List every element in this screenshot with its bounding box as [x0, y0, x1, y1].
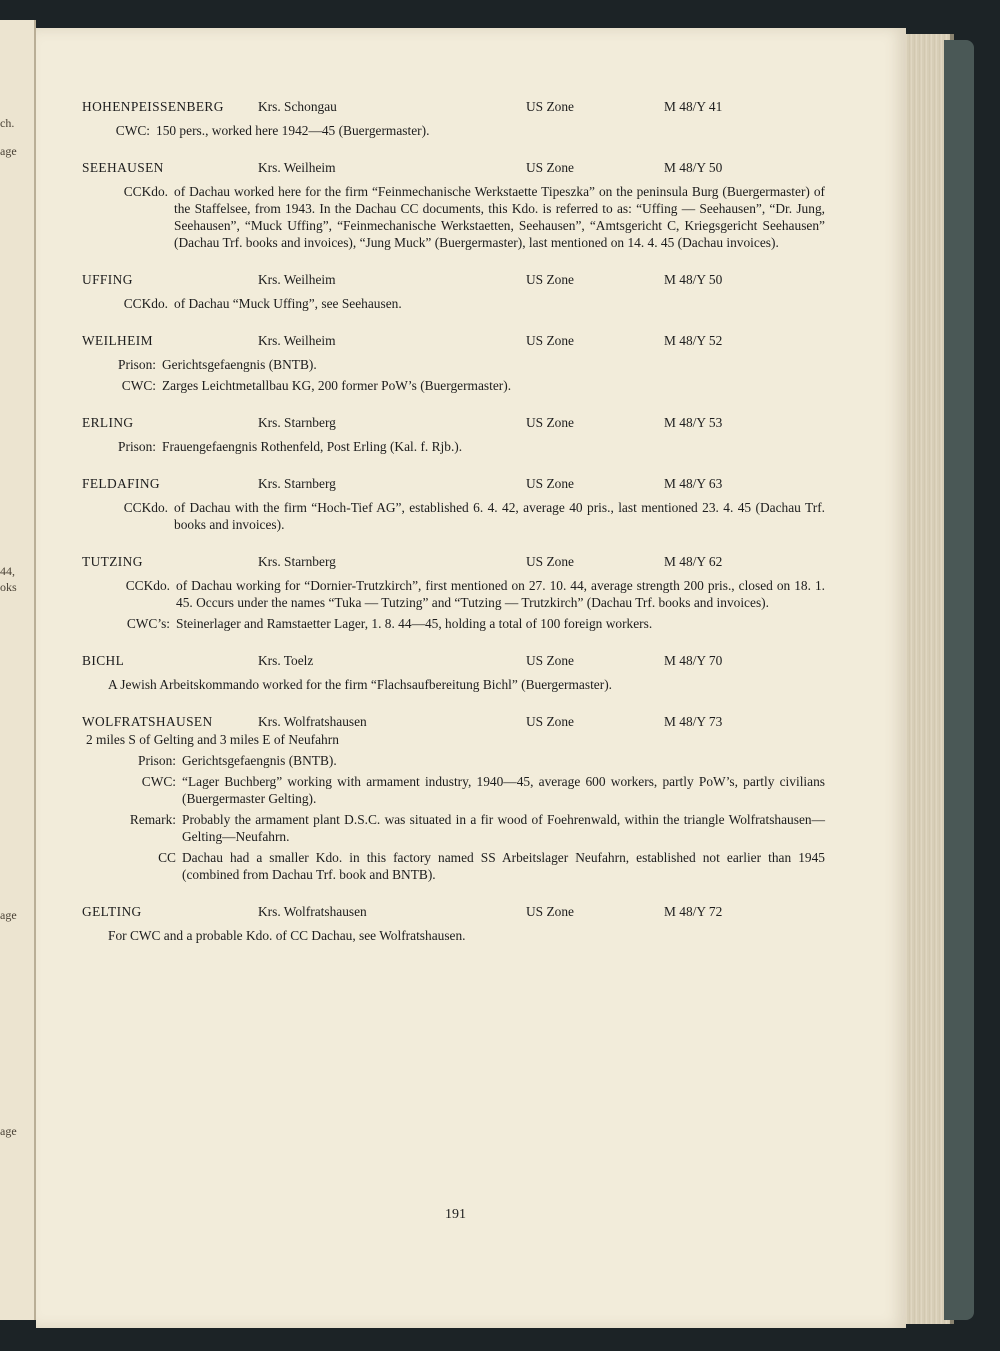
- row-label: CCKdo.: [123, 184, 168, 199]
- entry-bichl: [80, 652, 825, 693]
- row-text: Zarges Leichtmetallbau KG, 200 former PoW’s (Buergermaster).: [162, 378, 512, 393]
- previous-page-edge: [0, 20, 36, 1320]
- entry-text: A Jewish Arbeitskommando worked for the firm “Flachsaufbereitung Bichl” (Buergermaster).: [108, 677, 612, 692]
- row-text: of Dachau with the firm “Hoch-Tief AG”, established 6. 4. 42, average 40 pris., last mentioned 23. 4. 45 (Dachau Trf. books and invoices).: [174, 500, 825, 532]
- entry-seehausen: [80, 159, 825, 251]
- district: Krs. Toelz: [258, 653, 314, 668]
- place-name: SEEHAUSEN: [82, 160, 164, 175]
- entry-row: [80, 356, 825, 373]
- zone: US Zone: [526, 272, 574, 287]
- margin-fragment: ch.: [0, 116, 15, 130]
- row-label: CWC’s:: [126, 616, 170, 631]
- row-text: 150 pers., worked here 1942—45 (Buergermaster).: [156, 123, 430, 138]
- map-reference: M 48/Y 41: [664, 99, 723, 114]
- place-name: HOHENPEISSENBERG: [82, 99, 224, 114]
- entry-row: [80, 849, 825, 883]
- entry-erling: [80, 414, 825, 455]
- row-text: Gerichtsgefaengnis (BNTB).: [162, 357, 317, 372]
- entry-heading: [80, 713, 825, 733]
- map-reference: M 48/Y 50: [664, 272, 723, 287]
- entry-uffing: [80, 271, 825, 312]
- row-text: of Dachau working for “Dornier-Trutzkirch”, first mentioned on 27. 10. 44, average strength 200 pris., closed on 18. 1. 45. Occurs under the names “Tuka — Tutzing” and “Tutzing — Trutzkirch” (Dachau Trf. books and invoices).: [176, 578, 825, 610]
- zone: US Zone: [526, 415, 574, 430]
- zone: US Zone: [526, 904, 574, 919]
- entry-row: [80, 377, 825, 394]
- zone: US Zone: [526, 333, 574, 348]
- row-label: CC: [158, 850, 176, 865]
- zone: US Zone: [526, 554, 574, 569]
- margin-fragment: age: [0, 144, 17, 158]
- place-name: WEILHEIM: [82, 333, 153, 348]
- district: Krs. Wolfratshausen: [258, 714, 367, 729]
- margin-fragment: age: [0, 1124, 17, 1138]
- row-label: CWC:: [115, 123, 150, 138]
- entry-gelting: [80, 903, 825, 944]
- district: Krs. Schongau: [258, 99, 337, 114]
- map-reference: M 48/Y 50: [664, 160, 723, 175]
- place-name: WOLFRATSHAUSEN: [82, 714, 213, 729]
- entry-heading: [80, 652, 825, 672]
- row-text: Dachau had a smaller Kdo. in this factory named SS Arbeitslager Neufahrn, established not earlier than 1945 (combined from Dachau Trf. book and BNTB).: [182, 850, 825, 882]
- entry-heading: [80, 903, 825, 923]
- zone: US Zone: [526, 714, 574, 729]
- entry-weilheim: [80, 332, 825, 394]
- entry-row: [80, 499, 825, 533]
- entry-row: [80, 752, 825, 769]
- map-reference: M 48/Y 63: [664, 476, 723, 491]
- entry-heading: [80, 332, 825, 352]
- zone: US Zone: [526, 99, 574, 114]
- location-note: 2 miles S of Gelting and 3 miles E of Neufahrn: [86, 732, 339, 747]
- row-label: Prison:: [118, 357, 156, 372]
- row-label: CCKdo.: [123, 296, 168, 311]
- row-label: Prison:: [118, 439, 156, 454]
- margin-fragment: 44,: [0, 564, 15, 578]
- page-number: 191: [445, 1207, 466, 1222]
- district: Krs. Weilheim: [258, 272, 336, 287]
- entry-row: [80, 438, 825, 455]
- district: Krs. Weilheim: [258, 333, 336, 348]
- district: Krs. Wolfratshausen: [258, 904, 367, 919]
- row-text: Gerichtsgefaengnis (BNTB).: [182, 753, 337, 768]
- book-cover: [944, 40, 974, 1320]
- row-label: CCKdo.: [125, 578, 170, 593]
- row-text: of Dachau worked here for the firm “Feinmechanische Werkstaette Tipeszka” on the peninsula Burg (Buergermaster) of the Staffelsee, from 1943. In the Dachau CC documents, this Kdo. is referred to as: “Uffing — Seehausen”, “Dr. Jung, Seehausen”, “Muck Uffing”, “Feinmechanische Werkstaetten, Seehausen”, “Amtsgericht C, Kriegsgericht Seehausen” (Dachau Trf. books and invoices), “Jung Muck” (Buergermaster), last mentioned on 14. 4. 45 (Dachau invoices).: [174, 184, 825, 250]
- map-reference: M 48/Y 62: [664, 554, 723, 569]
- entry-row: [80, 183, 825, 251]
- entry-heading: [80, 98, 825, 118]
- entry-row: [80, 295, 825, 312]
- row-label: Prison:: [138, 753, 176, 768]
- place-name: BICHL: [82, 653, 125, 668]
- map-reference: M 48/Y 72: [664, 904, 723, 919]
- entry-row: [80, 577, 825, 611]
- row-label: Remark:: [129, 812, 176, 827]
- entry-row: [80, 773, 825, 807]
- place-name: FELDAFING: [82, 476, 160, 491]
- margin-fragment: age: [0, 908, 17, 922]
- row-label: CWC:: [121, 378, 156, 393]
- row-text: Steinerlager and Ramstaetter Lager, 1. 8. 44—45, holding a total of 100 foreign workers.: [176, 616, 653, 631]
- district: Krs. Starnberg: [258, 554, 336, 569]
- district: Krs. Starnberg: [258, 415, 336, 430]
- gazetteer-content: [80, 98, 825, 964]
- row-text: “Lager Buchberg” working with armament industry, 1940—45, average 600 workers, partly PoW’s, partly civilians (Buergermaster Gelting).: [182, 774, 825, 806]
- place-name: TUTZING: [82, 554, 143, 569]
- entry-heading: [80, 414, 825, 434]
- row-text: Frauengefaengnis Rothenfeld, Post Erling (Kal. f. Rjb.).: [162, 439, 463, 454]
- map-reference: M 48/Y 53: [664, 415, 723, 430]
- zone: US Zone: [526, 160, 574, 175]
- place-name: UFFING: [82, 272, 133, 287]
- row-label: CCKdo.: [123, 500, 168, 515]
- map-reference: M 48/Y 70: [664, 653, 723, 668]
- district: Krs. Weilheim: [258, 160, 336, 175]
- zone: US Zone: [526, 653, 574, 668]
- map-reference: M 48/Y 73: [664, 714, 723, 729]
- row-text: of Dachau “Muck Uffing”, see Seehausen.: [174, 296, 402, 311]
- entry-feldafing: [80, 475, 825, 533]
- place-name: GELTING: [82, 904, 142, 919]
- district: Krs. Starnberg: [258, 476, 336, 491]
- entry-row: [80, 615, 825, 632]
- entry-row: [80, 122, 825, 139]
- entry-tutzing: [80, 553, 825, 632]
- map-reference: M 48/Y 52: [664, 333, 723, 348]
- entry-row: [80, 811, 825, 845]
- entry-heading: [80, 271, 825, 291]
- entry-text: For CWC and a probable Kdo. of CC Dachau, see Wolfratshausen.: [108, 928, 466, 943]
- place-name: ERLING: [82, 415, 134, 430]
- entry-hohenpeissenberg: [80, 98, 825, 139]
- entry-heading: [80, 553, 825, 573]
- row-label: CWC:: [141, 774, 176, 789]
- row-text: Probably the armament plant D.S.C. was situated in a fir wood of Foehrenwald, within the triangle Wolfratshausen—Gelting—Neufahrn.: [182, 812, 825, 844]
- margin-fragment: oks: [0, 580, 17, 594]
- entry-wolfratshausen: [80, 713, 825, 883]
- entry-heading: [80, 159, 825, 179]
- zone: US Zone: [526, 476, 574, 491]
- entry-heading: [80, 475, 825, 495]
